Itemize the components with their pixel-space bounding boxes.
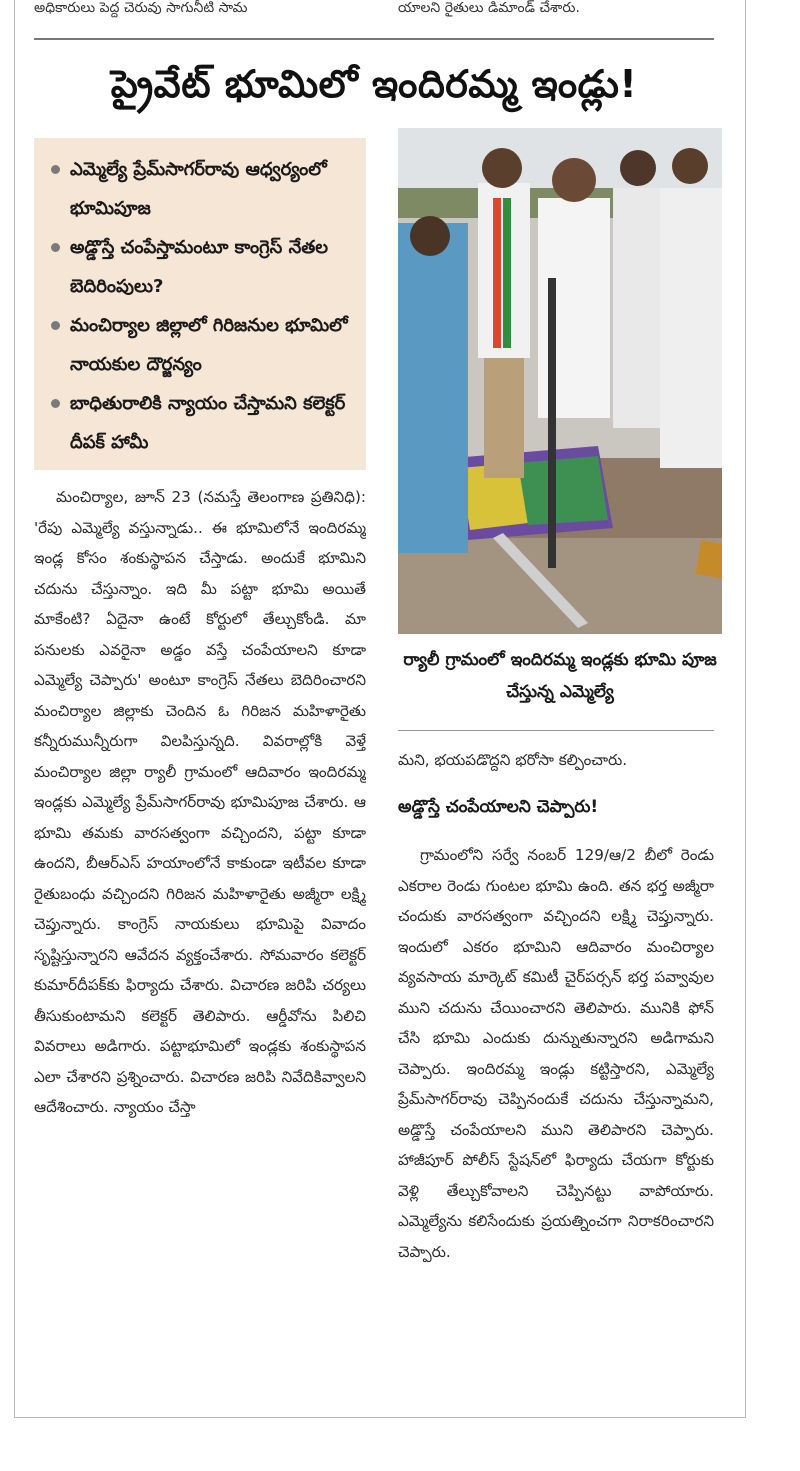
section-divider (34, 38, 714, 40)
highlight-item (48, 384, 356, 462)
body-column-right-lead (398, 745, 714, 776)
highlight-text: అడ్డొస్తే చంపేస్తామంటూ కాంగ్రెస్ నేతల బెదిరింపులు? (70, 237, 328, 297)
photo-illustration (398, 128, 722, 634)
body-continuation: మని, భయపడొద్దని భరోసా కల్పించారు. (398, 751, 628, 769)
bullet-icon (51, 399, 60, 408)
highlight-item (48, 150, 356, 228)
article-headline: ప్రైవేట్ భూమిలో ఇందిరమ్మ ఇండ్లు! (110, 62, 638, 106)
body-paragraph: మంచిర్యాల, జూన్ 23 (నమస్తే తెలంగాణ ప్రతినిధి): 'రేపు ఎమ్మెల్యే వస్తున్నాడు.. ఈ భూమిలోనే ఇందిరమ్మ ఇండ్ల కోసం శంకుస్థాపన చేస్తాడు. అందుకే భూమిని చదును చేస్తున్నాం. ఇది మీ పట్టా భూమి అయితే మాకేంటి? ఏదైనా ఉంటే కోర్టులో తేల్చుకోండి. మా పనులకు ఎవరైనా అడ్డం వస్తే చంపేయాలని కూడా ఎమ్మెల్యే చెప్పారు' అంటూ కాంగ్రెస్ నేతలు బెదిరించారని మంచిర్యాల జిల్లాకు చెందిన ఓ గిరిజన మహిళారైతు కన్నీరుమున్నీరుగా విలపిస్తున్నది. వివరాల్లోకి వెళ్తే మంచిర్యాల జిల్లా ర్యాలీ గ్రామంలో ఆదివారం ఇందిరమ్మ ఇండ్లకు ఎమ్మెల్యే ప్రేమ్‌సాగర్‌రావు భూమిపూజ చేశారు. ఆ భూమి తమకు వారసత్వంగా వచ్చిందని, పట్టా కూడా ఉందని, బీఆర్‌ఎస్ హయాంలోనే కాకుండా ఇటీవల కూడా రైతుబంధు వచ్చిందని గిరిజన మహిళారైతు అజ్మీరా లక్ష్మి చెప్తున్నారు. కాంగ్రెస్ నాయకులు భూమిపై వివాదం సృష్టిస్తున్నారని ఆవేదన వ్యక్తంచేశారు. సోమవారం కలెక్టర్ కుమార్‌దీపక్‌కు ఫిర్యాదు చేశారు. విచారణ జరిపి చర్యలు తీసుకుంటామని కలెక్టర్ తెలిపారు. ఆర్డీవోను పిలిచి వివరాలు అడిగారు. పట్టాభూమిలో ఇండ్లకు శంకుస్థాపన ఎలా చేశారని ప్రశ్నించారు. విచారణ జరిపి నివేదికివ్వాలని ఆదేశించారు. న్యాయం చేస్తా (34, 488, 366, 1116)
news-photo (398, 128, 722, 634)
article-subheading: అడ్డొస్తే చంపేయాలని చెప్పారు! (398, 797, 599, 817)
body-column-right (398, 840, 714, 1400)
previous-article-tail-right: యాలని రైతులు డిమాండ్ చేశారు. (398, 0, 580, 16)
bullet-icon (51, 243, 60, 252)
caption-divider (398, 730, 714, 731)
body-column-left (34, 482, 366, 1402)
highlight-item (48, 228, 356, 306)
highlight-text: బాధితురాలికి న్యాయం చేస్తామని కలెక్టర్ దీపక్ హామీ (70, 393, 346, 453)
bullet-icon (51, 165, 60, 174)
highlight-item (48, 306, 356, 384)
highlight-text: మంచిర్యాల జిల్లాలో గిరిజనుల భూమిలో నాయకుల దౌర్జన్యం (70, 315, 348, 375)
highlight-text: ఎమ్మెల్యే ప్రేమ్‌సాగర్‌రావు ఆధ్వర్యంలో భూమిపూజ (70, 159, 327, 219)
photo-caption: ర్యాలీ గ్రామంలో ఇందిరమ్మ ఇండ్లకు భూమి పూజ చేస్తున్న ఎమ్మెల్యే (403, 650, 717, 702)
highlights-box (34, 138, 366, 470)
bullet-icon (51, 321, 60, 330)
previous-article-tail-left: అధికారులు పెద్ద చెరువు సాగునీటి సామ (34, 0, 248, 16)
body-paragraph: గ్రామంలోని సర్వే నంబర్ 129/ఆ/2 బీలో రెండు ఎకరాల రెండు గుంటల భూమి ఉంది. తన భర్త అజ్మీరా చందుకు వారసత్వంగా వచ్చిందని లక్ష్మి చెప్తున్నారు. ఇందులో ఎకరం భూమిని ఆదివారం మంచిర్యాల వ్యవసాయ మార్కెట్ కమిటీ చైర్‌పర్సన్ భర్త పవ్వావుల ముని చదును చేయించారని తెలిపారు. మునికి ఫోన్ చేసి భూమి ఎందుకు దున్నుతున్నారని అడిగామని చెప్పారు. ఇందిరమ్మ ఇండ్లు కట్టిస్తారని, ఎమ్మెల్యే ప్రేమ్‌సాగర్‌రావు చెప్పినందుకే చదును చేస్తున్నామని, అడ్డొస్తే చంపేయాలని ముని తెలిపారని చెప్పారు. హాజీపూర్ పోలీస్ స్టేషన్‌లో ఫిర్యాదు చేయగా కోర్టుకు వెళ్లి తేల్చుకోవాలని చెప్పినట్టు వాపోయారు. ఎమ్మెల్యేను కలిసేందుకు ప్రయత్నించగా నిరాకరించారని చెప్పారు. (398, 846, 714, 1261)
